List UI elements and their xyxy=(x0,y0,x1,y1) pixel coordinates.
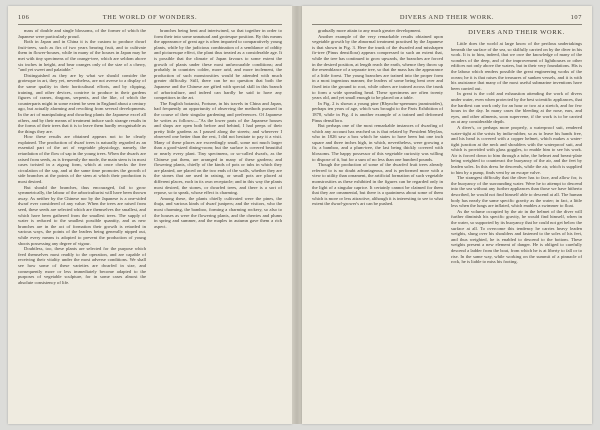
right-page-column-2 xyxy=(451,28,582,416)
right-page-column-1 xyxy=(312,28,443,416)
paragraph: But perhaps one of the most remarkable instances of dwarfing of which any account has reached us is that related by President Meylan, who in 1826 saw a box which he states to have been but one inch square and three inches high, in which, nevertheless, were growing a fir, a bamboo, and a plum-tree, the last being thickly covered with blossoms. The happy possessor of this vegetable curiosity was willing to dispose of it, but for a sum of no less than one hundred pounds. xyxy=(312,123,443,162)
paragraph: As the volume occupied by the air in the helmet of the diver will further diminish his specific gravity, he would find himself, when in the water, so supported by its buoyancy that he could not get below the surface at all. To overcome this tendency he carries heavy leaden weights, slung over his shoulders and fastened to the soles of his feet, and thus weighted, he is enabled to descend to the bottom. These weights present a new element of danger. He is obliged to carefully descend a ladder from the boat, from which he is at liberty to fall or to rise. In the same way, while working on the summit of a pinnacle of rock, he is liable to miss his footing. xyxy=(451,208,582,265)
left-page xyxy=(8,6,292,424)
paragraph: Though the production of some of the dwarfed fruit trees already referred to is no doubt advantageous, and is performed more with a view to utility than ornament, the artificial formation of such vegetable monstrosities as these exhibited in the figures can be regarded only in the light of a singular caprice. It certainly cannot be claimed for them that they are ornamental, but there is a quaintness about some of them which is more or less attractive, although it is interesting to see to what extent the dwarf-grower's art can be pushed. xyxy=(312,162,443,207)
right-page-header-title: DIVERS AND THEIR WORK. xyxy=(399,14,495,21)
paragraph: How these results are obtained appears not to be clearly explained. The production of dwarf trees is naturally regarded as an essential part of the art of vegetable physiology, namely, the retardation of the flow of sap in the young trees. When the dwarfs are raised from seeds, as is frequently the mode, the main stem is in most cases twisted in a zigzag form, which at once checks the free circulation of the sap, and at the same time promotes the growth of side branches at the points of the stem at which their production is most desired. xyxy=(18,134,146,185)
left-running-head xyxy=(18,12,282,25)
paragraph: Doubtless, too, these plants are selected for the purpose which feed themselves most readily to the operation, and are capable of receiving their vitality under the most adverse conditions. We shall see how some of these varieties are dwarfed in size, and consequently more or less immediately become adapted to the purposes of vegetable sculpture, for in some cases almost the absolute consistency of life. xyxy=(18,246,146,285)
chapter-title: DIVERS AND THEIR WORK. xyxy=(468,29,565,36)
paragraph: Among these, the plants chiefly cultivated were the pines, the thuja, and various kinds of dwarf junipers; and the visitors, who the most charming, the bamboo, forming a charming rockery, so also to the houses as were the flowering plants, and the cherries and plums in spring and summer, and the maples in autumn gave them a rich aspect. xyxy=(154,195,282,229)
paragraph: mass of double and single blossoms, of the former of which the Japanese were particularly proud. xyxy=(18,28,146,39)
left-page-text xyxy=(18,28,282,416)
paragraph: In Fig. 2 is shown a young pine (Rhyncho-spermum jasminoides), perhaps ten years of age, which was brought to the Paris Exhibition of 1878, while in Fig. 4 is another example of a trained and deformed Pinus densiflora. xyxy=(312,100,443,123)
right-page xyxy=(302,6,592,424)
paragraph: branches being bent and intertwined, so that together in order to form their into some unnatural and grotesque position. By this means the appearance of great age is often imparted to comparatively young plants, while by the judicious combination of a semblance of oddity and picturesque effect, the plant thus treated as a considerable age. It is possible that the climate of Japan favours to some extent the growth of plants under these most unfavourable conditions; and probably in countries colder, more arid, and more inclement, the production of such monstrosities would be attended with much greater difficulty. Still, there can be no question that both the Japanese and the Chinese are gifted with special skill in this branch of arboriculture, and indeed can hardly be said to have any competitors in the art. xyxy=(154,28,282,101)
left-page-column-1 xyxy=(18,28,146,416)
right-running-head xyxy=(312,12,582,25)
left-page-header-title: THE WORLD OF WONDERS. xyxy=(102,14,198,21)
paragraph: The strangest difficulty that the diver has to face, and allow for, is the buoyancy of the surrounding water. Were he to attempt to descend into the sea without any further appliances than those we have hitherto described, he would not find himself able to descend at all. The human body has nearly the same specific gravity as the water; in fact, a little less when the lungs are inflated, which enables a swimmer to float. xyxy=(451,175,582,209)
left-page-number: 106 xyxy=(18,14,30,21)
right-page-number: 107 xyxy=(570,14,582,21)
paragraph: Little does the world at large know of the perilous undertakings beneath the surface of the sea, so skilfully carried on by the diver in his work. It is to him, indeed, that we owe the knowledge of many of the wonders of the deep, and of the improvement of lighthouses or other edifices not only above the waters, but in their very foundations. His is the labour which renders possible the great engineering works of the ocean; he it is that raises the treasures of sunken vessels, and it is with his assistance that many of the most useful submarine inventions have been carried out. xyxy=(451,41,582,91)
left-page-column-2 xyxy=(154,28,282,416)
paragraph: Both in Japan and in China it is the custom to produce dwarf fruit-trees, such as firs of two years bearing fruit, and to cultivate them in flower-houses, while in many of the houses in Japan may be met with tiny specimens of the orange-tree, which are seldom above six inches in height, and bear oranges only of the size of a cherry, "and yet sweet and palatable." xyxy=(18,39,146,73)
paragraph: But should the branches, thus encouraged, fail to grow symmetrically, the labour of the arboriculturist will have been thrown away. As neither by the Chinese nor by the Japanese is a one-sided dwarf ever considered of any value. When the trees are raised from seed, these seeds are selected which are themselves the smallest, and which have been gathered from the smallest trees. The supply of water is reduced to the smallest possible quantity, and as new branches are in the act of formation their growth is retarded in various ways, the points of the leaders being generally nipped out, while every means is adopted to prevent the production of young shoots possessing any degree of vigour. xyxy=(18,184,146,246)
paragraph: In great is the cold and exhaustion attending the work of divers under water, even when protected by the best scientific appliances, that the hardiest can work only for an hour or two at a stretch, and for few hours in the day. In many cases the bleeding at the nose, ears, and eyes, and other ailments, soon supervene, if the work is to be carried on at any considerable depth. xyxy=(451,91,582,125)
paragraph: Another example of the very remarkable results obtained upon vegetable growth by the abnormal treatment practised by the Japanese is that shown in Fig. 3. Here the trunk of the dwarfed and misshapen fir-tree (Pinus densiflora) appears compressed to such an extent that, while the tree has continued to grow upwards, the branches are forced in the desired position, at length reach the earth, whence they throw up the resemblance of a separate tree, so that the mass has the appearance of a little forest. The young branches are trained into the proper form in a most ingenious manner, the leaders of some being bent over and fixed into the ground to root, while others are trained across the trunk to form a wide spreading head. These specimens are often twenty years old, and yet small enough to be placed on a table. xyxy=(312,33,443,101)
paragraph: The English botanist, Fortune, in his travels in China and Japan, had frequently an opportunity of observing the methods pursued in the course of their singular gardening and preferences. Of Japanese he writes as follows:—"As the lower parts of the Japanese houses and shops are open both before and behind, I had peeps of their pretty little gardens as I passed along the streets; and wherever I observed one better than the rest, I did not hesitate to pay it a visit. Many of these places are exceedingly small, some not much larger than a good-sized dining-room; but the surface is covered beautiful or nearly every plant. Tiny specimens, or so-called dwarfs, as the Chinese put them, are arranged in many of these gardens; and flowering plants, chiefly of the kinds of pots or tubs in which they are planted, are placed on the two ends of the walls, whether they are the stones that are used in raising, or small pots are placed at different places, each in its own receptacle; and in this way the plants most desired, the stones, or dwarfed trees, and there is a sort of repose, so to speak, whose effect is charming. xyxy=(154,100,282,196)
paragraph: gradually more attain to any much greater development. xyxy=(318,28,422,33)
book-gutter xyxy=(292,6,302,424)
right-page-text xyxy=(312,28,582,416)
paragraph: Distinguished as they are by what we should consider the grotesque in art, they yet, nevertheless, are not averse to a display of the same quality in their horticultural efforts, and by clipping, training, and other devices, contrive to produce in their gardens figures of cranes, dragons, serpents, and the like, of which the counterparts might in some extent be seen in England about a century ago, but actually alarming and revolting from several developments. In the art of manipulating and dwarfing plants the Japanese excel all others, and by their means of treatment induce such strange results in the forms of their trees that it is to leave them hardly recognisable as the things they are. xyxy=(18,72,146,134)
paragraph: A diver's, or perhaps more properly, a waterproof suit, rendered water-tight at the wrists by india-rubber, so as to leave his hands free, and his head is covered with a copper helmet, which makes a water-tight junction at the neck and shoulders with the waterproof suit, and which is provided with glass goggles, to enable him to see his work. Air is forced down to him through a tube, the helmet and breast-plate being weighted to counteract the buoyancy of the air, and the feet by leaden soles. In this dress he descends, while the air, which is supplied to him by a pump, finds vent by an escape valve. xyxy=(451,124,582,175)
